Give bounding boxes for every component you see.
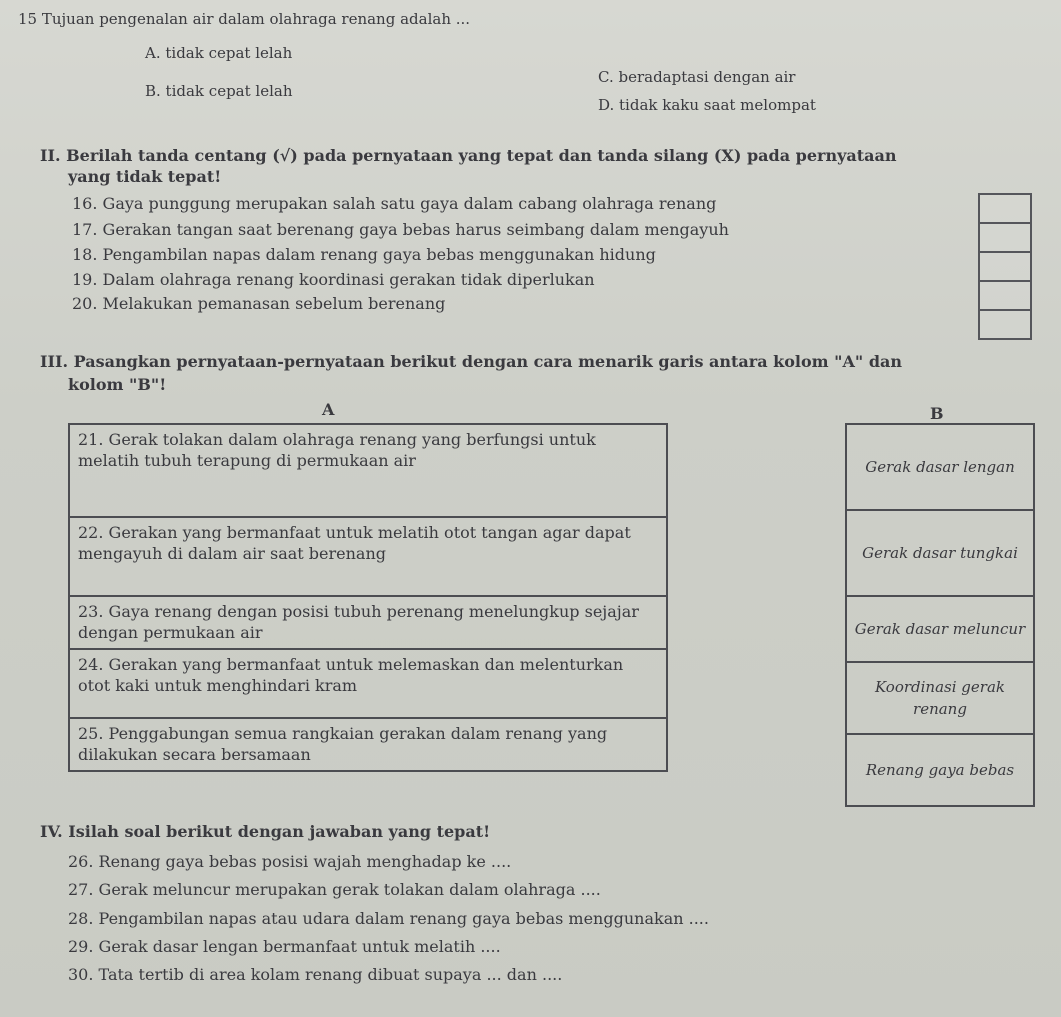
match-option-3[interactable]: Gerak dasar meluncur: [846, 596, 1034, 662]
column-a-label: A: [322, 400, 335, 419]
option-c: C. beradaptasi dengan air: [598, 68, 796, 86]
table-row: [69, 424, 667, 517]
table-row: [69, 718, 667, 771]
table-row: [846, 662, 1034, 734]
statement-16: 16. Gaya punggung merupakan salah satu gaya dalam cabang olahraga renang: [72, 194, 717, 213]
fill-item-28: 28. Pengambilan napas atau udara dalam renang gaya bebas menggunakan ....: [68, 909, 709, 928]
column-a-table: [68, 423, 668, 772]
section-2-title-cont: yang tidak tepat!: [68, 167, 222, 186]
option-b: B. tidak cepat lelah: [145, 82, 293, 100]
column-b-label: B: [930, 404, 944, 423]
table-row: [69, 517, 667, 596]
table-row: [846, 734, 1034, 806]
section-3-title: III. Pasangkan pernyataan-pernyataan berikut dengan cara menarik garis antara kolom "A" dan: [40, 352, 903, 371]
match-option-1[interactable]: Gerak dasar lengan: [846, 424, 1034, 510]
match-item-24[interactable]: 24. Gerakan yang bermanfaat untuk melemaskan dan melenturkan otot kaki untuk menghindari kram: [78, 655, 624, 695]
section-4-title: IV. Isilah soal berikut dengan jawaban yang tepat!: [40, 822, 491, 841]
fill-item-27: 27. Gerak meluncur merupakan gerak tolakan dalam olahraga ....: [68, 880, 601, 899]
option-d: D. tidak kaku saat melompat: [598, 96, 816, 114]
statement-20: 20. Melakukan pemanasan sebelum berenang: [72, 294, 446, 313]
match-item-21[interactable]: 21. Gerak tolakan dalam olahraga renang yang berfungsi untuk melatih tubuh terapung di permukaan air: [78, 430, 596, 470]
answer-box-18[interactable]: [978, 251, 1032, 280]
table-row: [69, 649, 667, 718]
fill-item-29: 29. Gerak dasar lengan bermanfaat untuk melatih ....: [68, 937, 501, 956]
table-row: [69, 596, 667, 649]
match-option-2[interactable]: Gerak dasar tungkai: [846, 510, 1034, 596]
answer-boxes: [978, 193, 1032, 340]
match-item-22[interactable]: 22. Gerakan yang bermanfaat untuk melatih otot tangan agar dapat mengayuh di dalam air saat berenang: [78, 523, 631, 563]
statement-17: 17. Gerakan tangan saat berenang gaya bebas harus seimbang dalam mengayuh: [72, 220, 729, 239]
column-b-table: [845, 423, 1035, 807]
table-row: [846, 510, 1034, 596]
question-15: 15 Tujuan pengenalan air dalam olahraga renang adalah ...: [18, 10, 471, 28]
answer-box-20[interactable]: [978, 309, 1032, 340]
answer-box-16[interactable]: [978, 193, 1032, 222]
fill-item-30: 30. Tata tertib di area kolam renang dibuat supaya ... dan ....: [68, 965, 563, 984]
answer-box-17[interactable]: [978, 222, 1032, 251]
match-item-23[interactable]: 23. Gaya renang dengan posisi tubuh perenang menelungkup sejajar dengan permukaan air: [78, 602, 639, 642]
section-3-title-cont: kolom "B"!: [68, 375, 167, 394]
answer-box-19[interactable]: [978, 280, 1032, 309]
section-2-title: II. Berilah tanda centang (√) pada pernyataan yang tepat dan tanda silang (X) pada pernyataan: [40, 146, 897, 165]
match-item-25[interactable]: 25. Penggabungan semua rangkaian gerakan dalam renang yang dilakukan secara bersamaan: [78, 724, 608, 764]
fill-item-26: 26. Renang gaya bebas posisi wajah menghadap ke ....: [68, 852, 512, 871]
option-a: A. tidak cepat lelah: [145, 44, 293, 62]
table-row: [846, 424, 1034, 510]
table-row: [846, 596, 1034, 662]
match-option-5[interactable]: Renang gaya bebas: [846, 734, 1034, 806]
statement-18: 18. Pengambilan napas dalam renang gaya bebas menggunakan hidung: [72, 245, 656, 264]
statement-19: 19. Dalam olahraga renang koordinasi gerakan tidak diperlukan: [72, 270, 595, 289]
match-option-4[interactable]: Koordinasi gerak renang: [846, 662, 1034, 734]
